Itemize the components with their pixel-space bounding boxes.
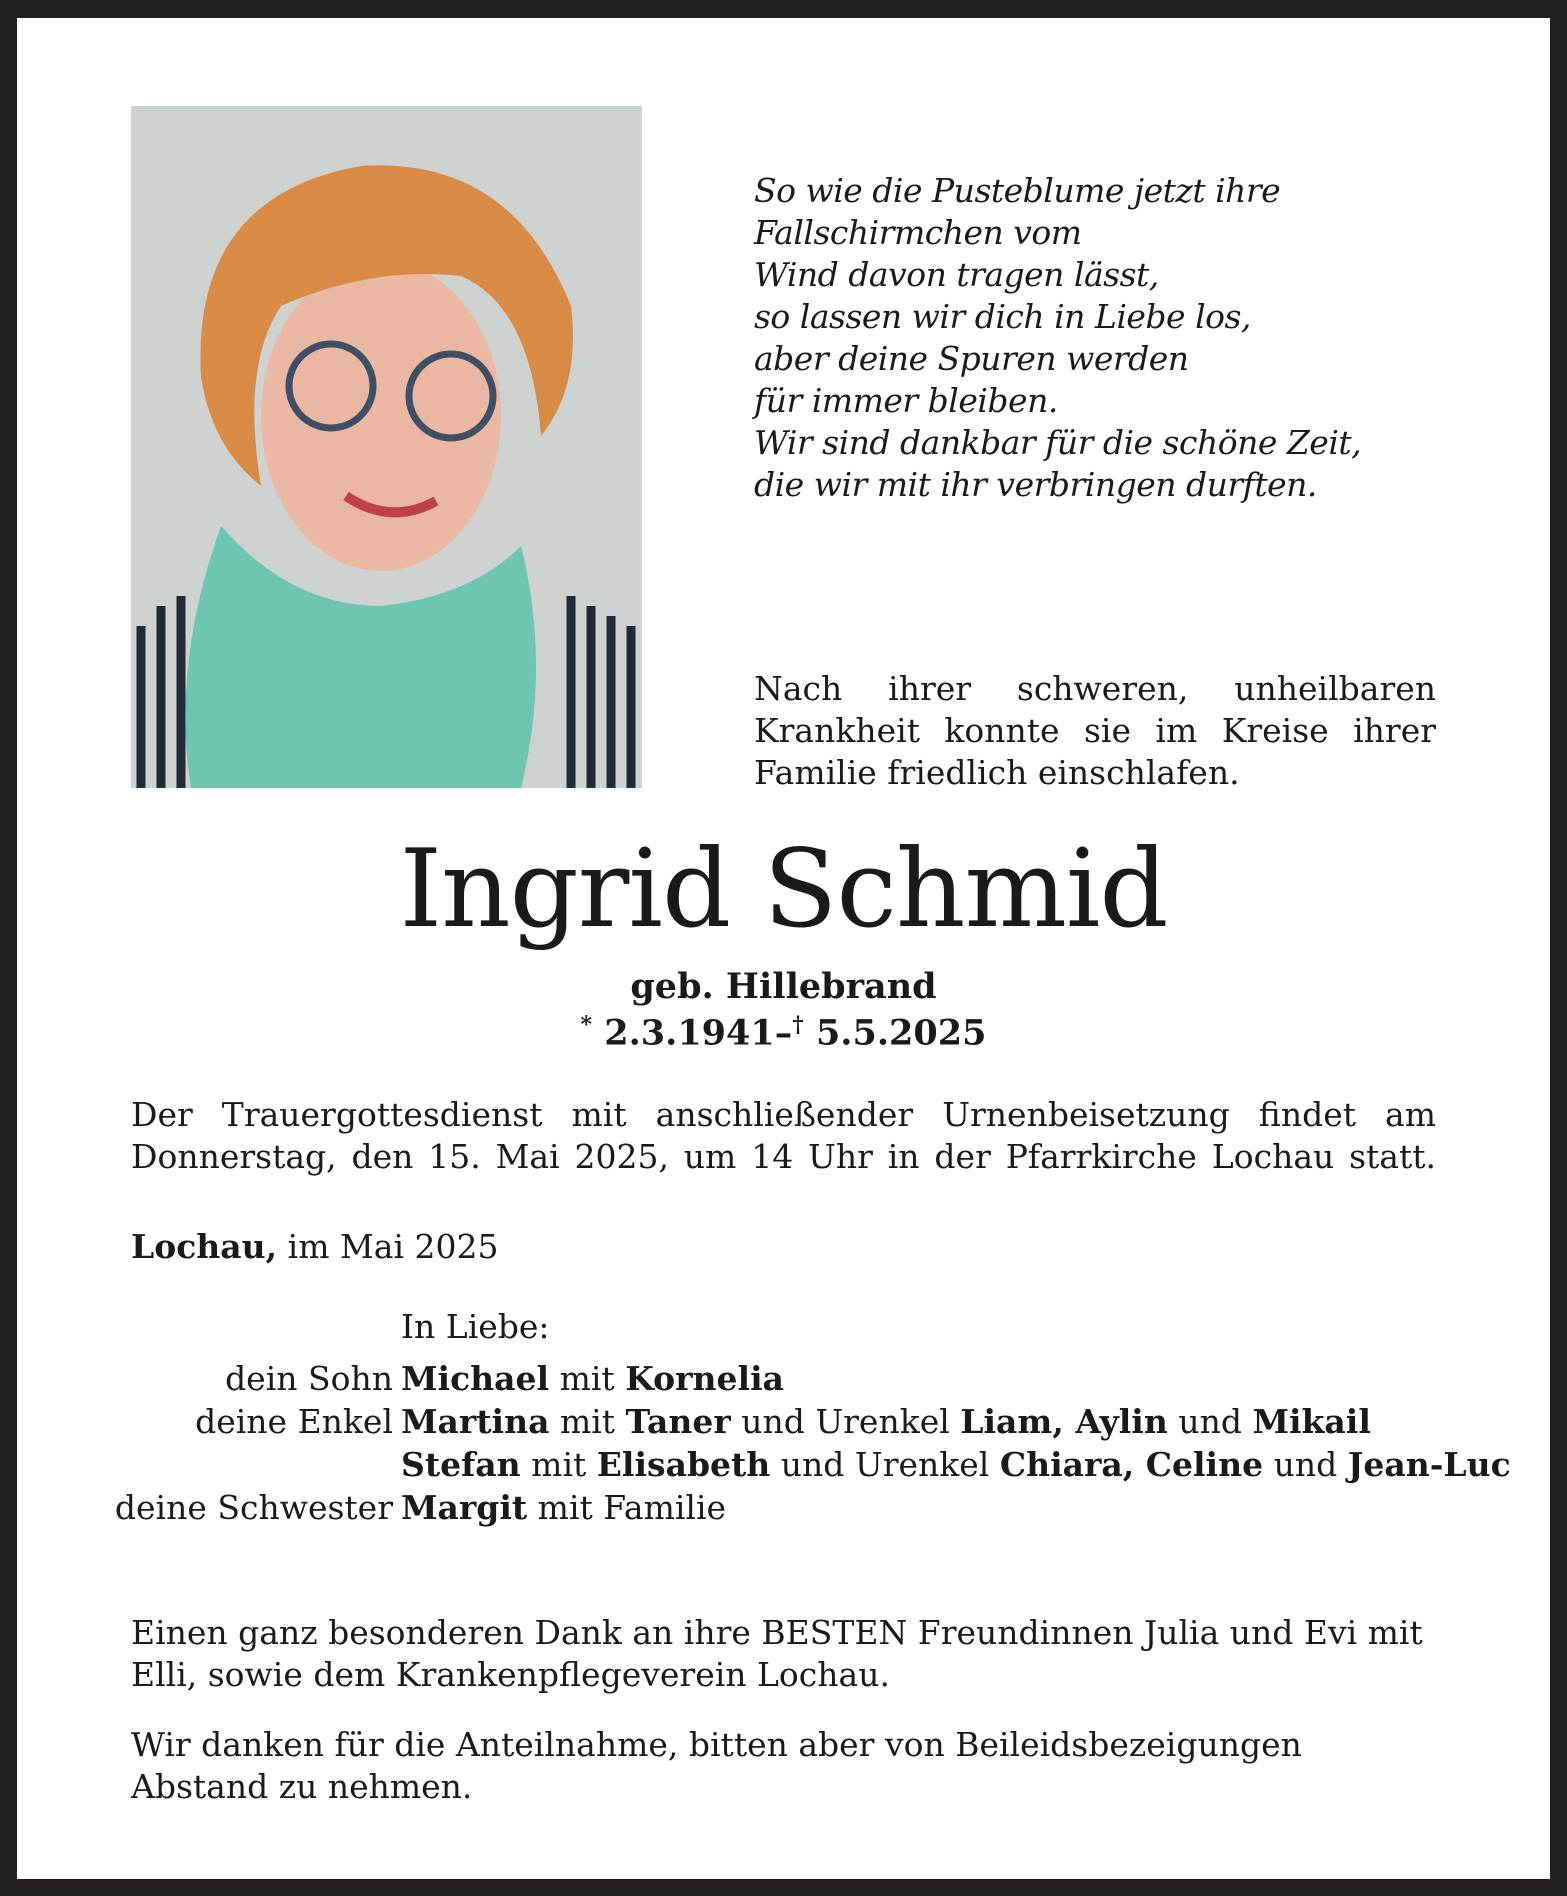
family-name: Chiara, Celine xyxy=(999,1445,1264,1484)
service-text: Der Trauergottesdienst mit anschließender Urnenbeisetzung findet am Donnerstag, den 15. Mai 2025, um 14 Uhr in der Pfarrkirche Lochau statt. xyxy=(131,1095,1436,1176)
date: im Mai 2025 xyxy=(287,1227,499,1266)
family-name: Mikail xyxy=(1252,1402,1371,1441)
family-name: Martina xyxy=(401,1402,550,1441)
connector-text: und Urenkel xyxy=(780,1445,990,1484)
closing-text: Wir danken für die Anteilnahme, bitten aber von Beileidsbezeigungen Abstand zu nehmen. xyxy=(131,1725,1302,1806)
death-date: 5.5.2025 xyxy=(815,1012,987,1054)
poem-line: So wie die Pusteblume jetzt ihre xyxy=(754,171,1281,210)
connector-text: und xyxy=(1273,1445,1338,1484)
family-names xyxy=(401,1358,784,1400)
poem-line: die wir mit ihr verbringen durften. xyxy=(754,465,1317,504)
connector-text: mit Familie xyxy=(537,1488,727,1527)
birth-symbol: * xyxy=(580,1012,593,1038)
portrait-photo xyxy=(131,106,642,788)
death-symbol: † xyxy=(792,1012,804,1038)
in-love: In Liebe: xyxy=(401,1307,550,1346)
date-dash: – xyxy=(774,1012,793,1054)
family-names xyxy=(401,1487,726,1529)
poem-line: Wind davon tragen lässt, xyxy=(754,255,1159,294)
family-name: Elisabeth xyxy=(596,1445,771,1484)
connector-text: und xyxy=(1178,1402,1242,1441)
family-name: Taner xyxy=(625,1402,731,1441)
connector-text: mit xyxy=(559,1359,615,1398)
relation-label: deine Schwester xyxy=(114,1488,393,1527)
family-name: Jean-Luc xyxy=(1347,1445,1511,1484)
relation-label: dein Sohn xyxy=(225,1359,393,1398)
poem-line: aber deine Spuren werden xyxy=(754,339,1189,378)
connector-text: mit xyxy=(559,1402,616,1441)
family-name: Margit xyxy=(401,1488,528,1527)
maiden-name: geb. Hillebrand xyxy=(630,966,937,1007)
deceased-name: Ingrid Schmid xyxy=(399,827,1168,952)
family-name: Liam, Aylin xyxy=(960,1402,1168,1441)
intro-text: Nach ihrer schweren, unheilbaren Krankheit konnte sie im Kreise ihrer Familie friedlich einschlafen. xyxy=(754,669,1436,792)
family-names xyxy=(401,1444,1511,1486)
family-name: Kornelia xyxy=(625,1359,784,1398)
life-dates xyxy=(0,1012,1567,1054)
family-name: Stefan xyxy=(401,1445,521,1484)
connector-text: mit xyxy=(531,1445,587,1484)
relation-label: deine Enkel xyxy=(195,1402,393,1441)
poem-line: so lassen wir dich in Liebe los, xyxy=(754,297,1251,336)
poem-line: Wir sind dankbar für die schöne Zeit, xyxy=(754,423,1362,462)
place-date xyxy=(131,1226,1436,1268)
family-names xyxy=(401,1401,1371,1443)
poem xyxy=(754,170,1361,506)
poem-line: Fallschirmchen vom xyxy=(754,213,1082,252)
birth-date: 2.3.1941 xyxy=(604,1012,775,1054)
place: Lochau, xyxy=(131,1227,278,1266)
family-name: Michael xyxy=(401,1359,550,1398)
thanks-text: Einen ganz besonderen Dank an ihre BESTEN Freundinnen Julia und Evi mit Elli, sowie dem Krankenpflegeverein Lochau. xyxy=(131,1613,1423,1694)
connector-text: und Urenkel xyxy=(741,1402,950,1441)
poem-line: für immer bleiben. xyxy=(754,381,1058,420)
